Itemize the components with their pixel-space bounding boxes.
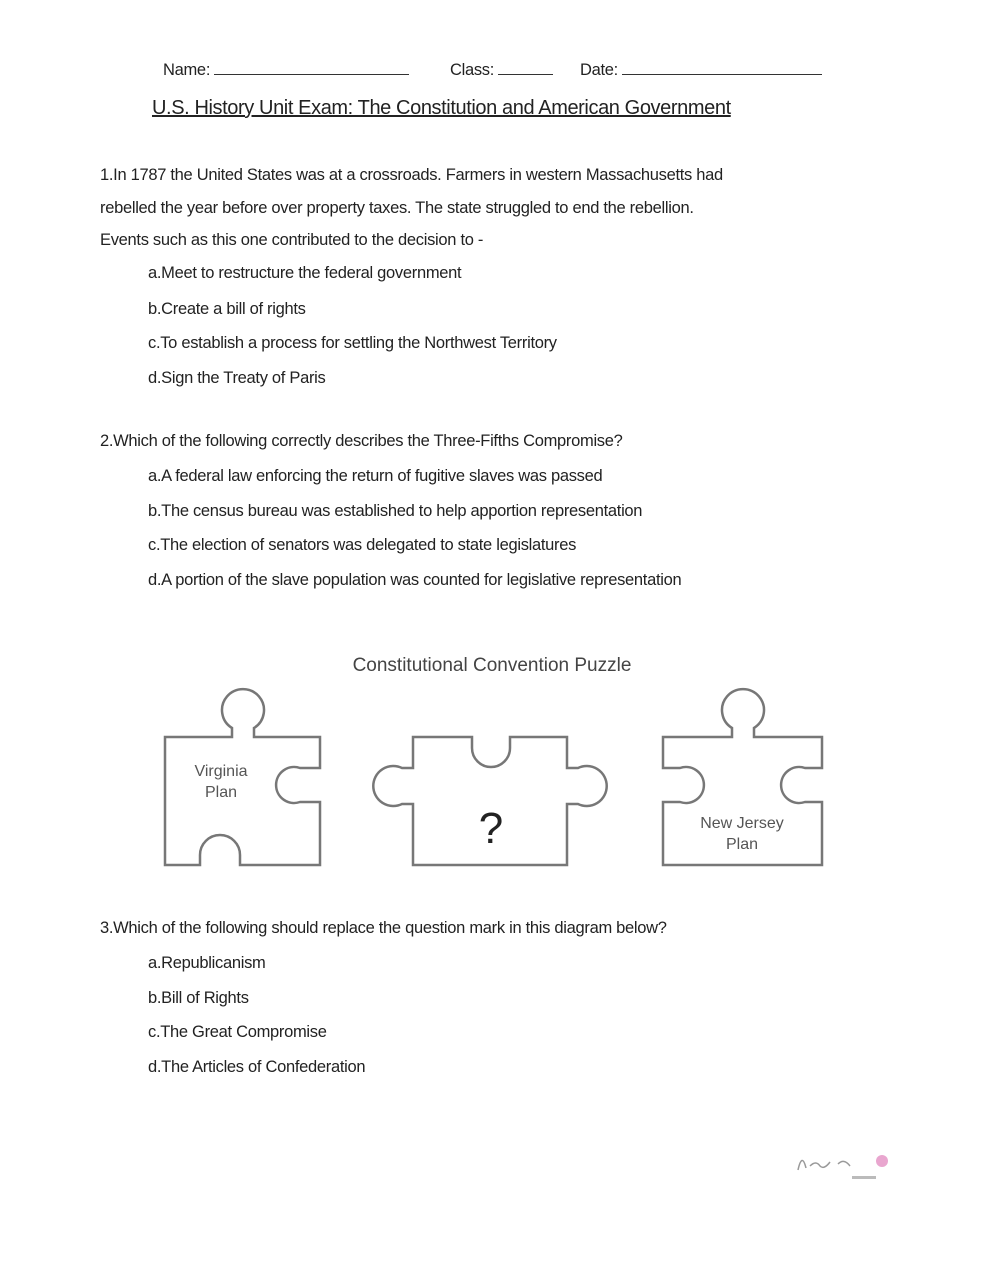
new-jersey-plan-label: Plan (725, 836, 759, 853)
q1-option-a[interactable]: a.Meet to restructure the federal government (148, 264, 462, 282)
heart-icon (876, 1155, 888, 1167)
puzzle-diagram (0, 640, 987, 880)
question-1-text: 1.In 1787 the United States was at a crossroads. Farmers in western Massachusetts had (100, 166, 723, 184)
q3-option-c[interactable]: c.The Great Compromise (148, 1023, 327, 1041)
q1-option-c[interactable]: c.To establish a process for settling the Northwest Territory (148, 334, 557, 352)
class-field[interactable] (450, 58, 553, 80)
q2-option-a[interactable]: a.A federal law enforcing the return of fugitive slaves was passed (148, 467, 603, 485)
q3-option-b[interactable]: b.Bill of Rights (148, 989, 249, 1007)
author-logo (790, 1140, 900, 1190)
q3-option-d[interactable]: d.The Articles of Confederation (148, 1058, 366, 1076)
puzzle-title: Constitutional Convention Puzzle (352, 655, 632, 676)
question-1-text: rebelled the year before over property taxes. The state struggled to end the rebellion. (100, 199, 694, 217)
virginia-plan-label: Plan (204, 784, 238, 801)
q2-option-d[interactable]: d.A portion of the slave population was counted for legislative representation (148, 571, 682, 589)
date-label: Date: (580, 61, 618, 79)
new-jersey-plan-label: New Jersey (700, 815, 784, 832)
date-field[interactable] (580, 58, 822, 80)
class-label: Class: (450, 61, 495, 79)
q1-option-b[interactable]: b.Create a bill of rights (148, 300, 306, 318)
exam-title: U.S. History Unit Exam: The Constitution and American Government (152, 97, 731, 119)
question-1-text: Events such as this one contributed to the decision to - (100, 231, 484, 249)
question-mark: ? (478, 804, 504, 853)
q2-option-c[interactable]: c.The election of senators was delegated to state legislatures (148, 536, 577, 554)
name-label: Name: (163, 61, 211, 79)
q3-option-a[interactable]: a.Republicanism (148, 954, 266, 972)
virginia-plan-label: Virginia (194, 763, 248, 780)
question-3-text: 3.Which of the following should replace the question mark in this diagram below? (100, 919, 667, 937)
q2-option-b[interactable]: b.The census bureau was established to help apportion representation (148, 502, 643, 520)
question-2-text: 2.Which of the following correctly describes the Three-Fifths Compromise? (100, 432, 623, 450)
q1-option-d[interactable]: d.Sign the Treaty of Paris (148, 369, 326, 387)
name-field[interactable] (163, 58, 409, 80)
